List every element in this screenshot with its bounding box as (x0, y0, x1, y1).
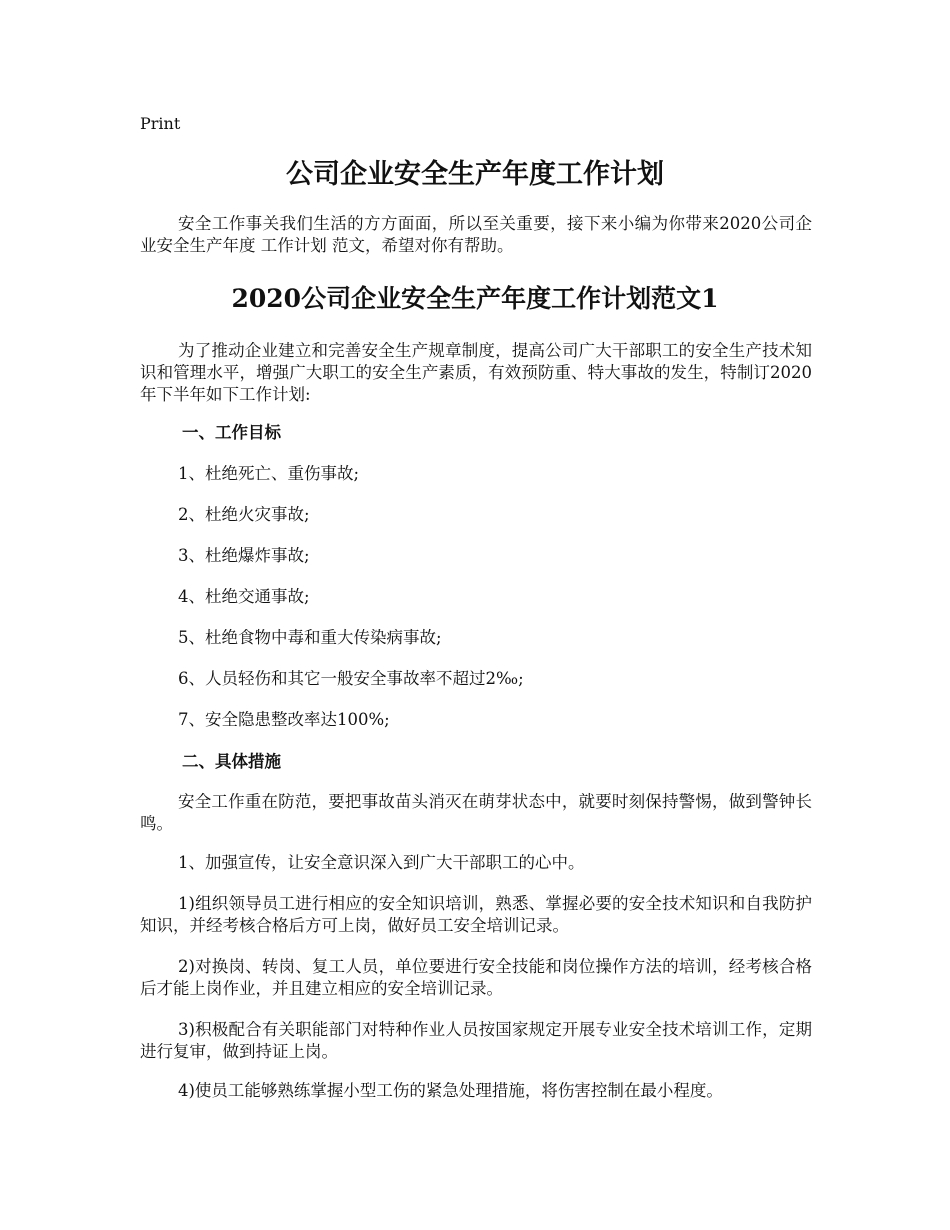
measures-heading: 二、具体措施 (182, 752, 281, 771)
section-title: 2020公司企业安全生产年度工作计划范文1 (231, 284, 719, 313)
goal-item: 1、杜绝死亡、重伤事故; (178, 464, 360, 483)
measures-intro-paragraph: 安全工作重在防范，要把事故苗头消灭在萌芽状态中，就要时刻保持警惕，做到警钟长鸣。 (140, 792, 812, 833)
intro-paragraph: 安全工作事关我们生活的方方面面，所以至关重要，接下来小编为你带来2020公司企业安全生产年度 工作计划 范文，希望对你有帮助。 (140, 214, 812, 255)
goal-item: 5、杜绝食物中毒和重大传染病事故; (178, 628, 442, 647)
goal-item: 4、杜绝交通事故; (178, 587, 310, 606)
document-title: 公司企业安全生产年度工作计划 (286, 159, 664, 190)
section-intro-paragraph: 为了推动企业建立和完善安全生产规章制度，提高公司广大干部职工的安全生产技术知识和管理水平，增强广大职工的安全生产素质，有效预防重、特大事故的发生，特制订2020年下半年如下工作计划: (140, 341, 812, 404)
goals-heading: 一、工作目标 (182, 423, 281, 442)
measure-sub-item: 3)积极配合有关职能部门对特种作业人员按国家规定开展专业安全技术培训工作，定期进行复审，做到持证上岗。 (140, 1020, 812, 1061)
measure-sub-item: 2)对换岗、转岗、复工人员，单位要进行安全技能和岗位操作方法的培训，经考核合格后才能上岗作业，并且建立相应的安全培训记录。 (140, 957, 812, 998)
goal-item: 2、杜绝火灾事故; (178, 505, 310, 524)
goal-item: 3、杜绝爆炸事故; (178, 546, 310, 565)
measure-item: 1、加强宣传，让安全意识深入到广大干部职工的心中。 (178, 853, 585, 872)
goal-item: 6、人员轻伤和其它一般安全事故率不超过2‰; (178, 669, 524, 688)
measure-sub-item: 1)组织领导员工进行相应的安全知识培训，熟悉、掌握必要的安全技术知识和自我防护知识，并经考核合格后方可上岗，做好员工安全培训记录。 (140, 894, 812, 935)
print-label: Print (140, 114, 181, 133)
measure-sub-item: 4)使员工能够熟练掌握小型工伤的紧急处理措施，将伤害控制在最小程度。 (178, 1081, 723, 1100)
goal-item: 7、安全隐患整改率达100%; (178, 710, 390, 729)
